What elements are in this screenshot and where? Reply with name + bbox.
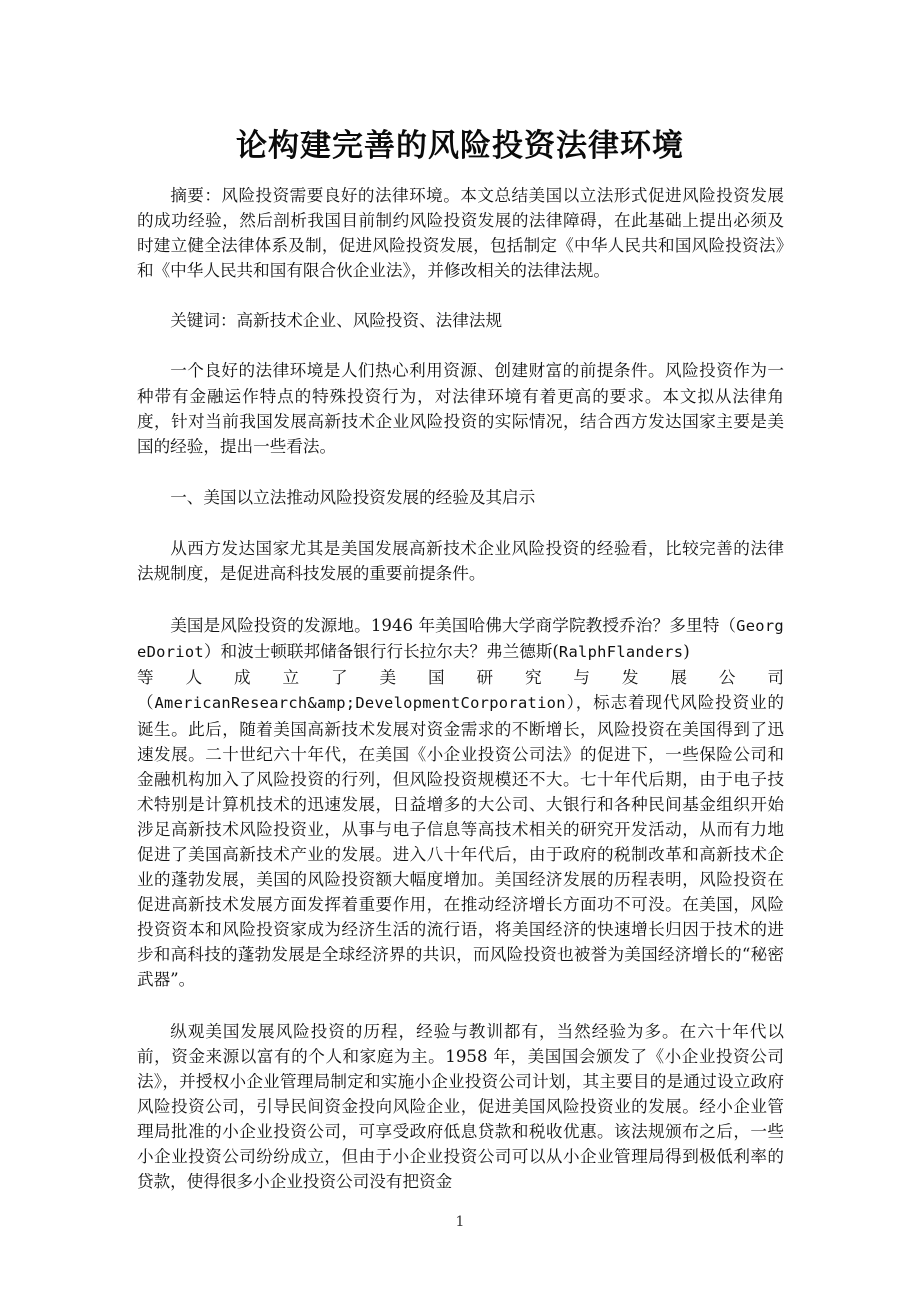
origin-text-mid: ）和波士顿联邦储备银行行长拉尔夫？弗兰德斯( xyxy=(203,642,559,662)
origin-text-rest: ，标志着现代风险投资业的诞生。此后，随着美国高新技术发展对资金需求的不断增长，风险投资在美国得到了迅速发展。二十世纪六十年代，在美国《小企业投资公司法》的促进下，一些保险公司和金融机构加入了风险投资的行列，但风险投资规模还不大。七十年代后期，由于电子技术特别是计算机技术的迅速发展，日益增多的大公司、大银行和各种民间基金组织开始涉足高新技术风险投资业，从事与电子信息等高技术相关的研究开发活动，从而有力地促进了美国高新技术产业的发展。进入八十年代后，由于政府的税制改革和高新技术企业的蓬勃发展，美国的风险投资额大幅度增加。美国经济发展的历程表明，风险投资在促进高新技术发展方面发挥着重要作用，在推动经济增长方面功不可没。在美国，风险投资资本和风险投资家成为经济生活的流行语，将美国经济的快速增长归因于技术的进步和高科技的蓬勃发展是全球经济界的共识，而风险投资也被誉为美国经济增长的“秘密武器”。 xyxy=(137,693,785,990)
origin-text-before: 美国是风险投资的发源地。1946 年美国哈佛大学商学院教授乔治？多里特（ xyxy=(170,616,737,636)
section-lead-paragraph: 从西方发达国家尤其是美国发展高新技术企业风险投资的经验看，比较完善的法律法规制度，是促进高科技发展的重要前提条件。 xyxy=(137,538,784,584)
origin-paragraph xyxy=(137,613,784,992)
origin-paragraph-head xyxy=(137,613,784,665)
name-george-doriot: GeorgeDoriot xyxy=(137,617,784,662)
page-title: 论构建完善的风险投资法律环境 xyxy=(236,127,684,164)
name-ralph-flanders: RalphFlanders xyxy=(558,643,684,662)
history-paragraph: 纵观美国发展风险投资的历程，经验与教训都有，当然经验为多。在六十年代以前，资金来源以富有的个人和家庭为主。1958 年，美国国会颁发了《小企业投资公司法》，并授权小企业管理局制定和实施小企业投资公司计划，其主要目的是通过设立政府风险投资公司，引导民间资金投向风险企业，促进美国风险投资业的发展。经小企业管理局批准的小企业投资公司，可享受政府低息贷款和税收优惠。该法规颁布之后，一些小企业投资公司纷纷成立，但由于小企业投资公司可以从小企业管理局得到极低利率的贷款，使得很多小企业投资公司没有把资金 xyxy=(137,1021,784,1192)
origin-paragraph-tail xyxy=(137,690,784,992)
origin-text-after: ) xyxy=(683,642,690,662)
document-body xyxy=(137,183,784,1194)
introduction-paragraph: 一个良好的法律环境是人们热心利用资源、创建财富的前提条件。风险投资作为一种带有金融运作特点的特殊投资行为，对法律环境有着更高的要求。本文拟从法律角度，针对当前我国发展高新技术企业风险投资的实际情况，结合西方发达国家主要是美国的经验，提出一些看法。 xyxy=(137,361,784,456)
keywords-paragraph: 关键词：高新技术企业、风险投资、法律法规 xyxy=(170,311,503,331)
origin-stretched-line: 等人成立了美国研究与发展公司 xyxy=(137,668,784,688)
page-number: 1 xyxy=(455,1214,465,1230)
abstract-paragraph: 摘要：风险投资需要良好的法律环境。本文总结美国以立法形式促进风险投资发展的成功经验，然后剖析我国目前制约风险投资发展的法律障碍，在此基础上提出必须及时建立健全法律体系及制，促进风险投资发展，包括制定《中华人民共和国风险投资法》和《中华人民共和国有限合伙企业法》，并修改相关的法律法规。 xyxy=(137,186,784,281)
section-heading-1: 一、美国以立法推动风险投资发展的经验及其启示 xyxy=(170,487,536,507)
company-paren-close: ） xyxy=(565,693,576,713)
name-american-research-development-corporation: AmericanResearch&amp;DevelopmentCorporation xyxy=(154,694,566,713)
company-paren-open: （ xyxy=(137,693,155,713)
